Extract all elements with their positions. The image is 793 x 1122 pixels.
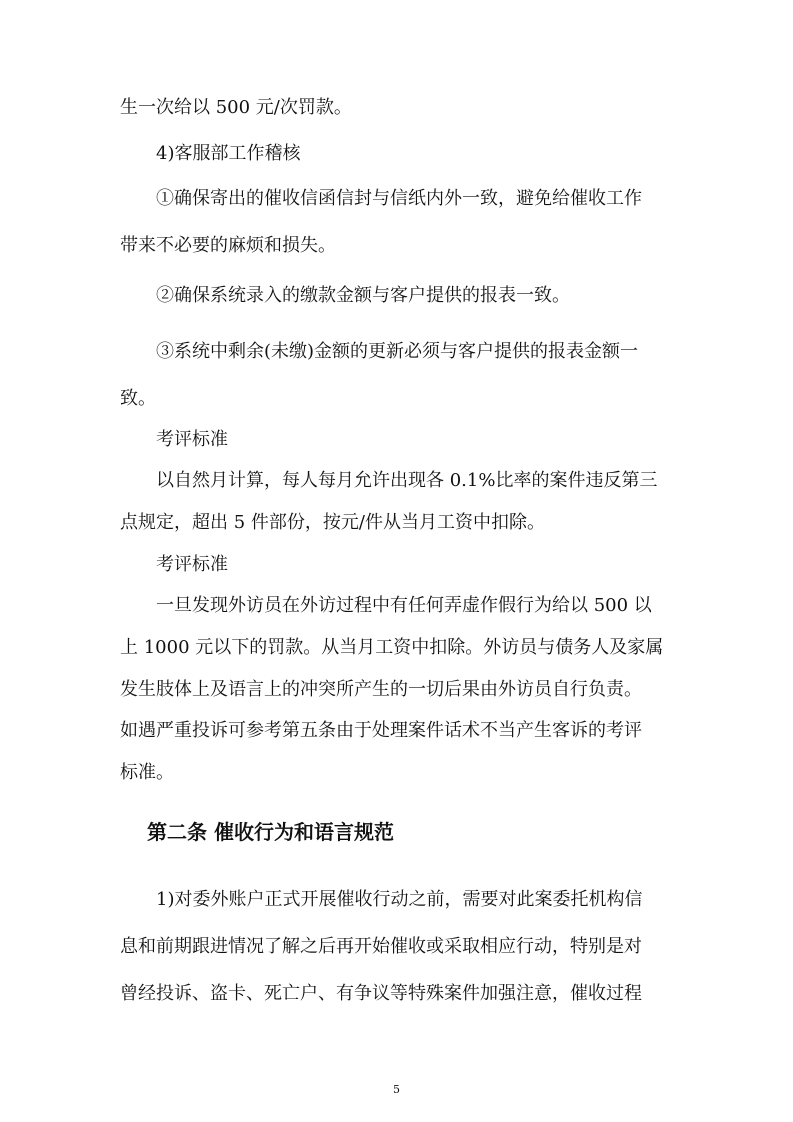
section-text-line-3: 曾经投诉、盗卡、死亡户、有争议等特殊案件加强注意，催收过程 [120, 983, 642, 1004]
text-line-3: ①确保寄出的催收信函信封与信纸内外一致，避免给催收工作 [156, 188, 642, 209]
text-line-13: 上 1000 元以下的罚款。从当月工资中扣除。外访员与债务人及家属 [120, 637, 664, 658]
text-line-7: 致。 [120, 388, 156, 409]
text-line-12: 一旦发现外访员在外访过程中有任何弄虚作假行为给以 500 以 [156, 595, 652, 616]
text-line-2: 4)客服部工作稽核 [156, 143, 301, 164]
text-line-6: ③系统中剩余(未缴)金额的更新必须与客户提供的报表金额一 [156, 341, 639, 362]
section-text-line-1: 1)对委外账户正式开展催收行动之前，需要对此案委托机构信 [156, 889, 643, 910]
text-line-10: 点规定，超出 5 件部份，按元/件从当月工资中扣除。 [120, 512, 545, 533]
page-number: 5 [393, 1083, 400, 1096]
text-line-5: ②确保系统录入的缴款金额与客户提供的报表一致。 [156, 285, 570, 306]
text-line-4: 带来不必要的麻烦和损失。 [120, 235, 336, 256]
section-heading: 第二条 催收行为和语言规范 [147, 820, 394, 844]
text-line-14: 发生肢体上及语言上的冲突所产生的一切后果由外访员自行负责。 [120, 679, 642, 700]
text-line-16: 标准。 [120, 762, 174, 783]
text-line-9: 以自然月计算，每人每月允许出现各 0.1%比率的案件违反第三 [156, 470, 658, 491]
text-line-8: 考评标准 [156, 429, 228, 450]
text-line-15: 如遇严重投诉可参考第五条由于处理案件话术不当产生客诉的考评 [120, 720, 642, 741]
text-line-11: 考评标准 [156, 554, 228, 575]
text-line-1: 生一次给以 500 元/次罚款。 [120, 97, 352, 118]
section-text-line-2: 息和前期跟进情况了解之后再开始催收或采取相应行动，特别是对 [120, 936, 642, 957]
